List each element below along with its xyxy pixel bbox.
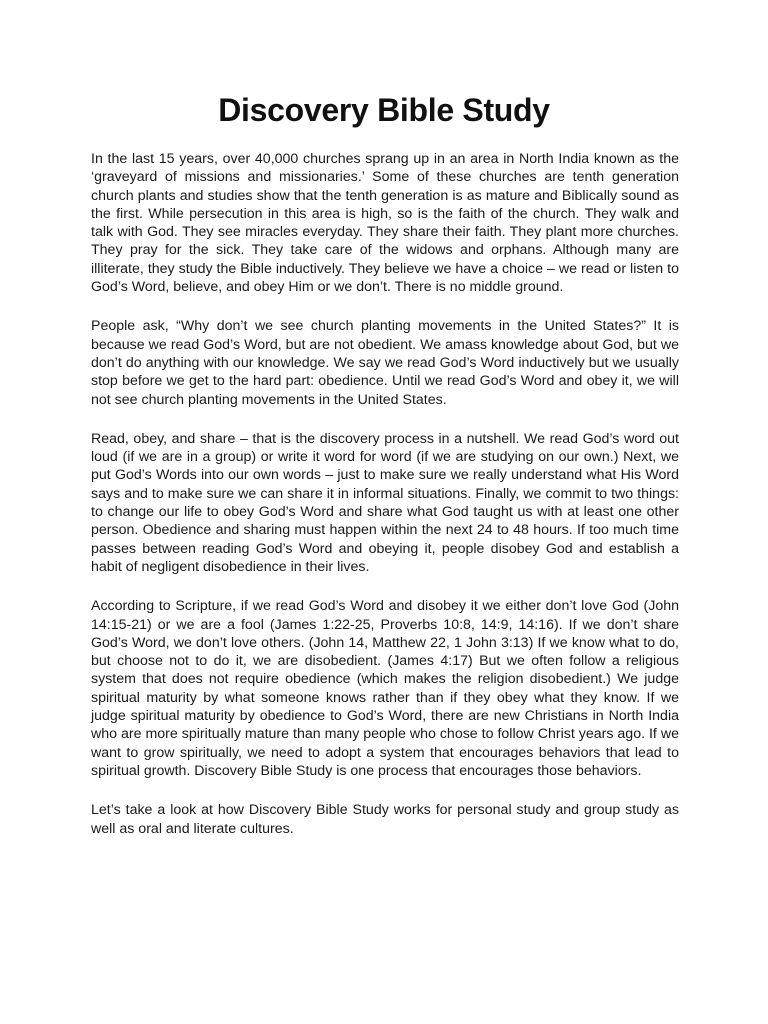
page-title: Discovery Bible Study [218,92,550,128]
paragraph-2: People ask, “Why don’t we see church planting movements in the United States?” It is because we read God’s Word, but are not obedient. We amass knowledge about God, but we don’t do anything with our knowledge. We say we read God’s Word inductively but we usually stop before we get to the hard part: obedience. Until we read God’s Word and obey it, we will not see church planting movements in the United States. [91,318,679,408]
paragraph-4: According to Scripture, if we read God’s Word and disobey it we either don’t love God (John 14:15-21) or we are a fool (James 1:22-25, Proverbs 10:8, 14:9, 14:16). If we don’t share God’s Word, we don’t love others. (John 14, Matthew 22, 1 John 3:13) If we know what to do, but choose not to do it, we are disobedient. (James 4:17) But we often follow a religious system that does not require obedience (which makes the religion disobedient.) We judge spiritual maturity by what someone knows rather than if they obey what they know. If we judge spiritual maturity by obedience to God’s Word, there are new Christians in North India who are more spiritually mature than many people who chose to follow Christ years ago. If we want to grow spiritually, we need to adopt a system that encourages behaviors that lead to spiritual growth. Discovery Bible Study is one process that encourages those behaviors. [91,598,679,779]
document-body [91,150,679,859]
paragraph-3: Read, obey, and share – that is the discovery process in a nutshell. We read God’s word out loud (if we are in a group) or write it word for word (if we are studying on our own.) Next, we put God’s Words into our own words – just to make sure we really understand what His Word says and to make sure we can share it in informal situations. Finally, we commit to two things: to change our life to obey God’s Word and share what God taught us with at least one other person. Obedience and sharing must happen within the next 24 to 48 hours. If too much time passes between reading God’s Word and obeying it, people disobey God and establish a habit of negligent disobedience in their lives. [91,430,679,575]
paragraph-1: In the last 15 years, over 40,000 churches sprang up in an area in North India known as the ‘graveyard of missions and missionaries.’ Some of these churches are tenth generation church plants and studies show that the tenth generation is as mature and Biblically sound as the first. While persecution in this area is high, so is the faith of the church. They walk and talk with God. They see miracles everyday. They share their faith. They plant more churches. They pray for the sick. They take care of the widows and orphans. Although many are illiterate, they study the Bible inductively. They believe we have a choice – we read or listen to God’s Word, believe, and obey Him or we don’t. There is no middle ground. [91,151,679,296]
paragraph-5: Let’s take a look at how Discovery Bible Study works for personal study and group study as well as oral and literate cultures. [91,802,679,837]
